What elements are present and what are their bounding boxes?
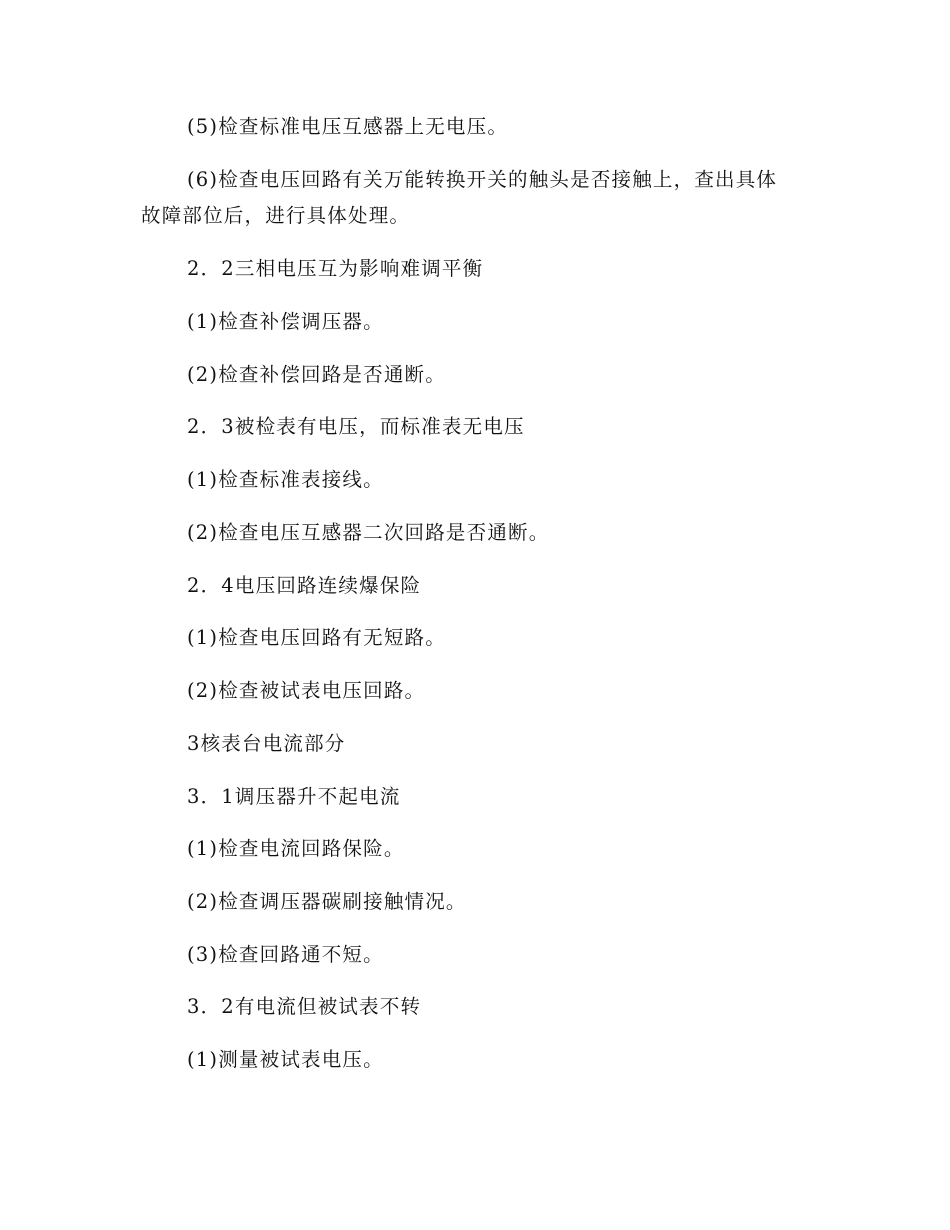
section-heading-3-1: 3．1调压器升不起电流 [187, 785, 401, 808]
text-line-2-2-item-2: (2)检查补偿回路是否通断。 [187, 363, 446, 386]
section-heading-2-4: 2．4电压回路连续爆保险 [187, 574, 422, 597]
text-line-2-4-item-1: (1)检查电压回路有无短路。 [187, 626, 446, 649]
text-line-2-3-item-2: (2)检查电压互感器二次回路是否通断。 [187, 521, 550, 544]
text-line-3-1-item-2: (2)检查调压器碳刷接触情况。 [187, 890, 467, 913]
text-line-item-5: (5)检查标准电压互感器上无电压。 [187, 115, 509, 138]
text-line-3-1-item-3: (3)检查回路通不短。 [187, 943, 384, 966]
text-line-2-3-item-1: (1)检查标准表接线。 [187, 468, 384, 491]
section-heading-3: 3核表台电流部分 [187, 732, 346, 755]
section-heading-3-2: 3．2有电流但被试表不转 [187, 995, 422, 1018]
text-line-2-4-item-2: (2)检查被试表电压回路。 [187, 679, 426, 702]
text-line-item-6: (6)检查电压回路有关万能转换开关的触头是否接触上，查出具体 [187, 168, 778, 191]
text-line-3-2-item-1: (1)测量被试表电压。 [187, 1048, 384, 1071]
section-heading-2-3: 2．3被检表有电压，而标准表无电压 [187, 415, 525, 438]
text-line-2-2-item-1: (1)检查补偿调压器。 [187, 310, 384, 333]
section-heading-2-2: 2．2三相电压互为影响难调平衡 [187, 257, 484, 280]
text-line-item-6-continued: 故障部位后，进行具体处理。 [141, 204, 411, 227]
text-line-3-1-item-1: (1)检查电流回路保险。 [187, 837, 405, 860]
